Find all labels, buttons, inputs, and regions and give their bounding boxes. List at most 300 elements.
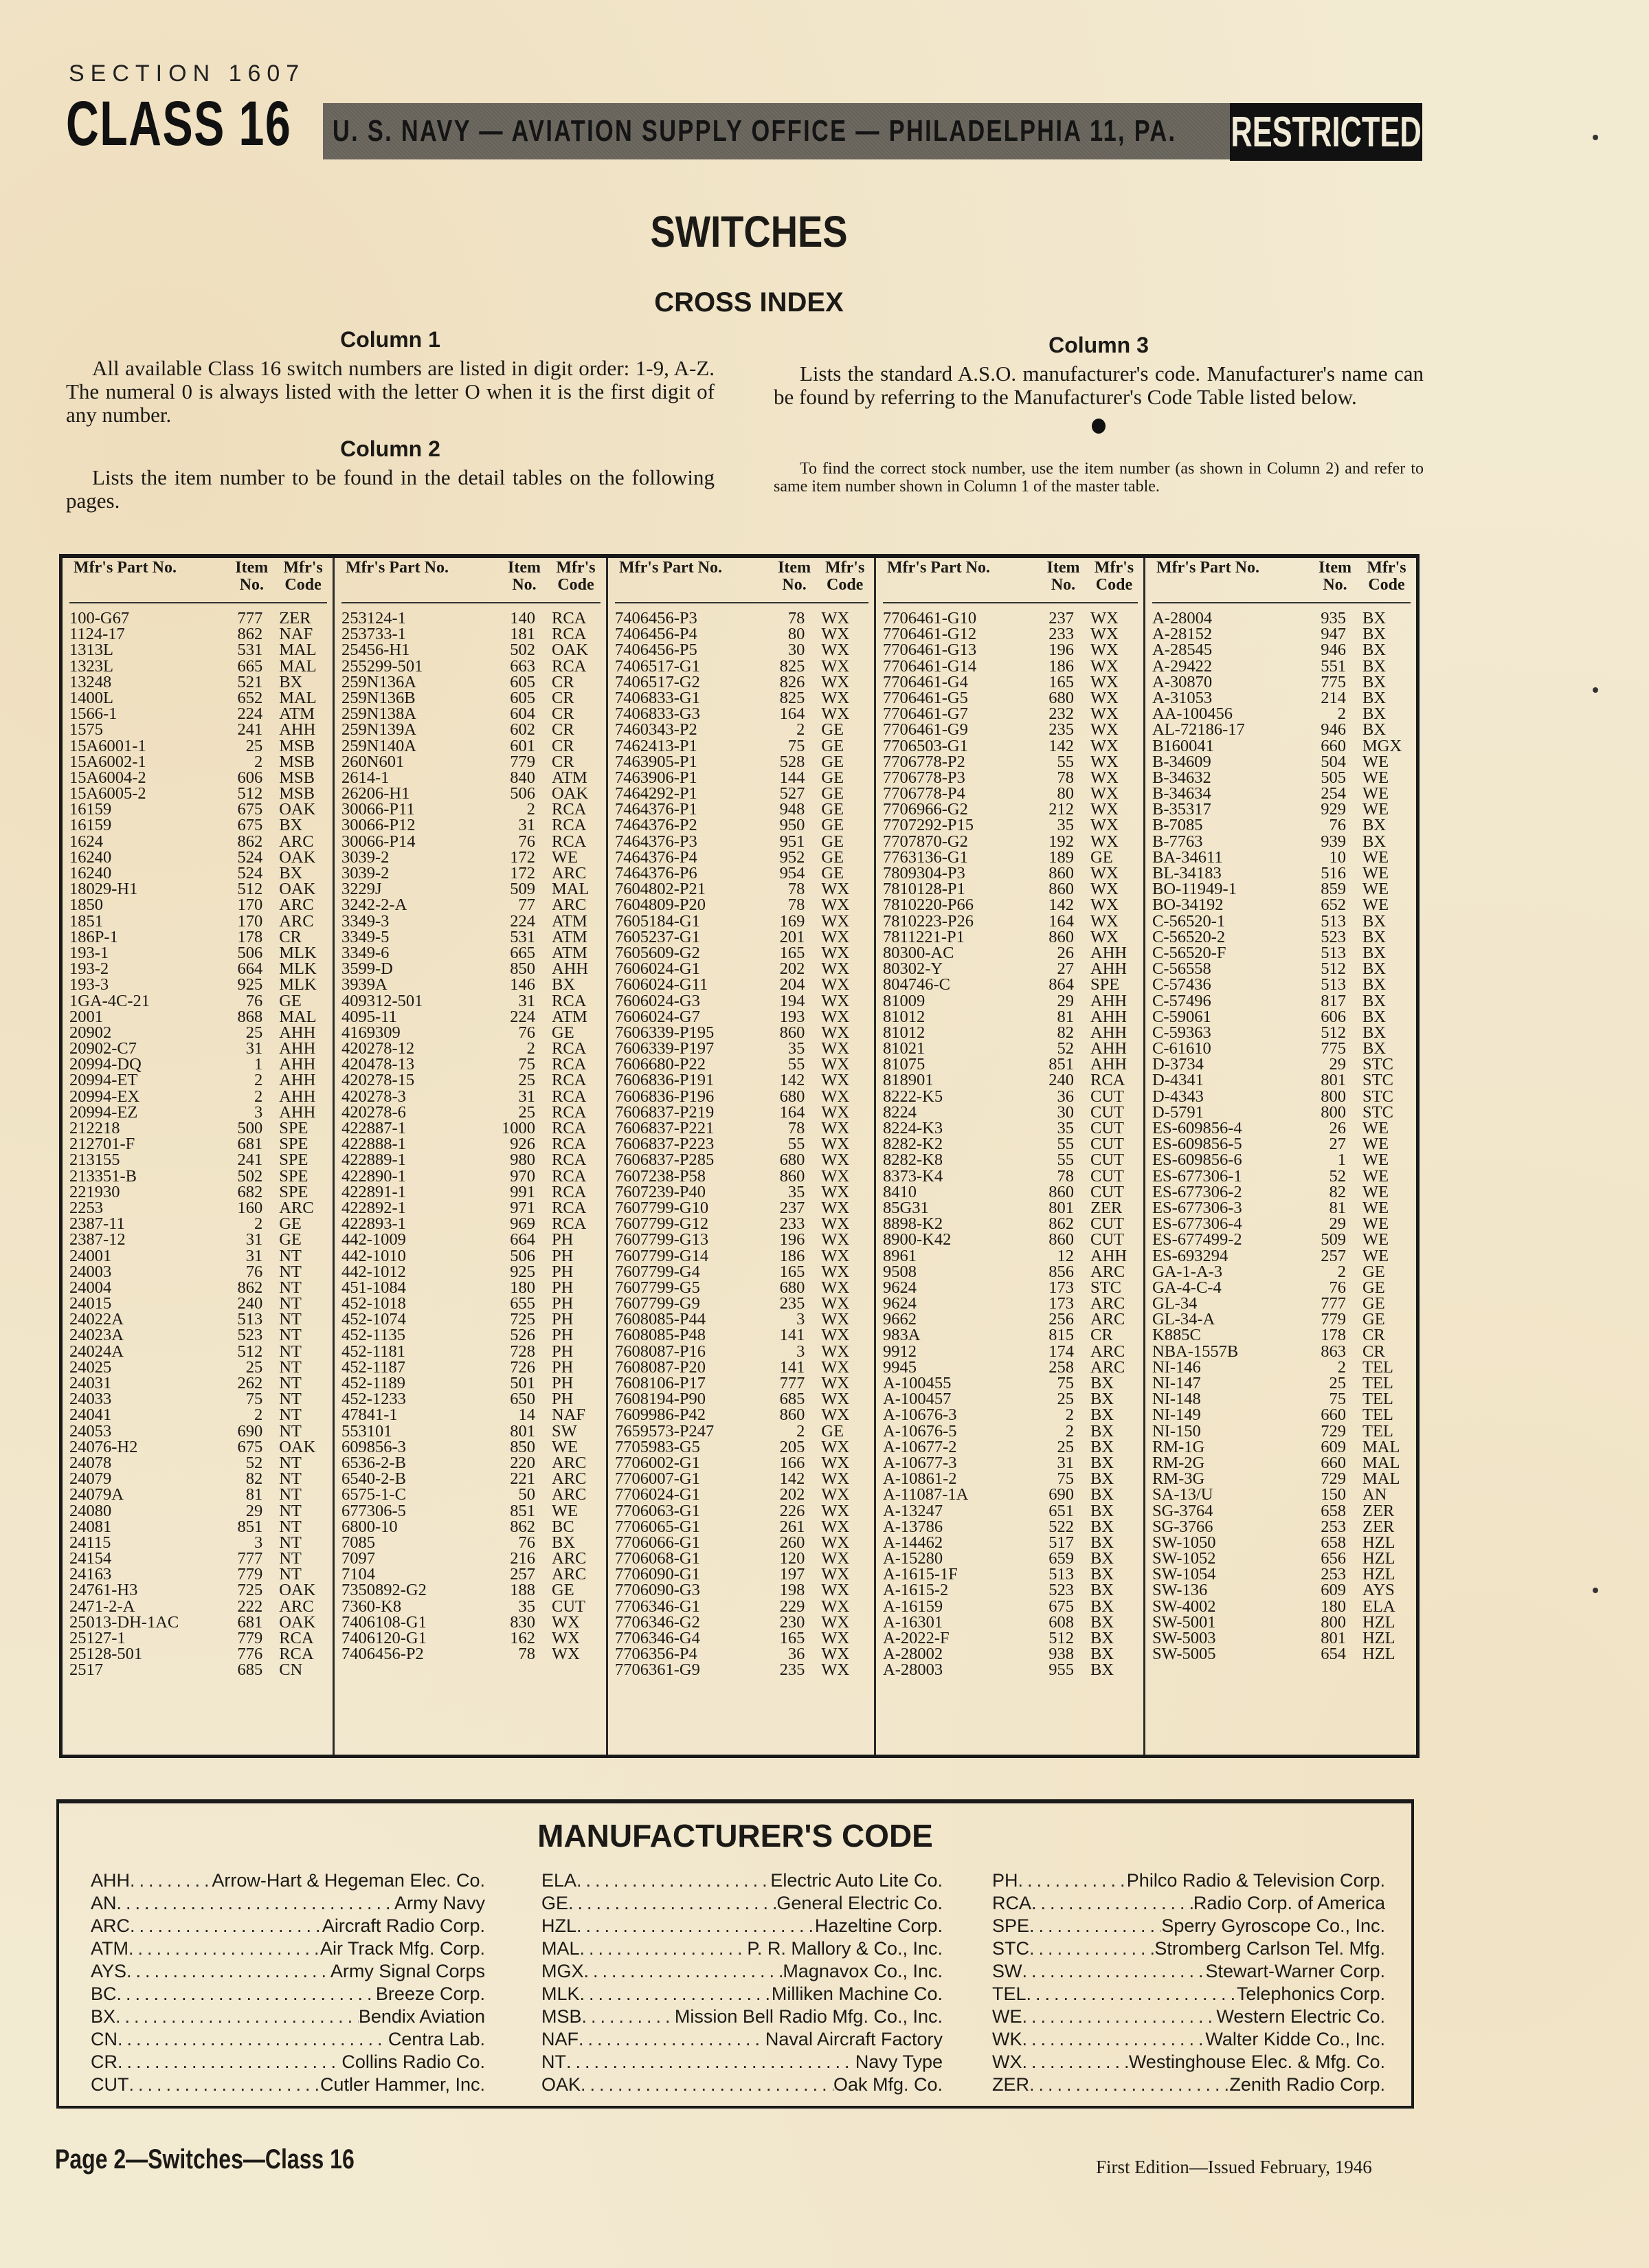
punch-mark-icon (1593, 1588, 1598, 1593)
table-row (615, 1120, 868, 1136)
mfr-code: WX (1090, 768, 1119, 787)
mfr-name: Stewart-Warner Corp. (1205, 1961, 1385, 1981)
item-number: 800 (1321, 1102, 1346, 1122)
table-row (615, 977, 868, 992)
part-number: 9624 (883, 1294, 917, 1313)
mfr-code: NT (279, 1374, 302, 1392)
mfr-code: BX (552, 1533, 576, 1552)
item-number: 262 (237, 1374, 263, 1392)
mfr-code: WX (821, 1326, 850, 1345)
mfr-code: AN (1362, 1485, 1387, 1504)
part-number: 16240 (69, 864, 112, 882)
part-number: 1313L (69, 641, 113, 660)
item-number: 150 (1321, 1485, 1346, 1504)
table-row (341, 626, 601, 642)
mfr-code: BX (1362, 656, 1387, 676)
item-number: 194 (779, 991, 805, 1010)
table-row (883, 929, 1138, 945)
mfr-code: BX (1362, 911, 1387, 931)
table-row (1152, 1120, 1411, 1136)
table-row (883, 1662, 1138, 1678)
table-row (615, 1487, 868, 1502)
mfr-code: WK (992, 2029, 1022, 2049)
table-row (615, 1232, 868, 1247)
part-number: 100-G67 (69, 609, 130, 627)
mfr-code: BX (1090, 1485, 1114, 1504)
mfr-code: RCA (552, 1071, 587, 1090)
table-row (341, 1104, 601, 1120)
mfr-code: CN (91, 2029, 117, 2049)
item-number: 862 (237, 832, 263, 851)
mfr-code: BX (1090, 1660, 1114, 1680)
part-number: 3349-6 (341, 943, 390, 962)
item-number: 948 (779, 800, 805, 819)
item-number: 680 (779, 1087, 805, 1106)
item-number: 606 (1321, 1007, 1346, 1026)
table-row (615, 993, 868, 1009)
table-row (883, 1423, 1138, 1439)
item-number: 224 (510, 1007, 535, 1026)
table-row (883, 1311, 1138, 1327)
part-number: 15A6005-2 (69, 784, 146, 803)
item-number: 164 (1048, 911, 1074, 931)
mfr-code: ARC (552, 1549, 587, 1568)
table-row (1152, 1566, 1411, 1582)
part-number: 1323L (69, 656, 113, 676)
mfr-code-entry (91, 2051, 485, 2074)
item-number: 512 (1048, 1629, 1074, 1647)
item-number: 14 (518, 1405, 535, 1425)
item-number: 142 (779, 1469, 805, 1489)
part-number: SA-13/U (1152, 1485, 1213, 1504)
table-row (69, 1550, 327, 1566)
item-number: 202 (779, 1485, 805, 1504)
item-number: 531 (237, 641, 263, 660)
item-number: 202 (779, 959, 805, 979)
column3-heading: Column 3 (1048, 333, 1149, 357)
mfr-code: WE (1362, 1198, 1389, 1217)
mfr-code: AHH (279, 1023, 316, 1042)
table-row (883, 1519, 1138, 1535)
mfr-name: Philco Radio & Television Corp. (1126, 1870, 1385, 1891)
part-number: 609856-3 (341, 1437, 406, 1456)
table-row (69, 1566, 327, 1582)
mfr-name: P. R. Mallory & Co., Inc. (747, 1938, 943, 1959)
mfr-code: GE (279, 1214, 302, 1234)
item-number: 260 (779, 1533, 805, 1552)
table-row (883, 1056, 1138, 1072)
part-number: 8900-K42 (883, 1230, 952, 1249)
part-number: 442-1009 (341, 1230, 406, 1249)
mfr-code: WX (821, 1262, 850, 1281)
mfr-code: WE (1362, 896, 1389, 915)
table-row (69, 626, 327, 642)
part-number: 16159 (69, 816, 112, 835)
table-row (69, 1646, 327, 1662)
mfr-code: GE (552, 1023, 574, 1042)
part-number: 7810223-P26 (883, 911, 974, 931)
mfr-code: GE (821, 800, 844, 819)
item-number: 162 (510, 1629, 535, 1647)
table-row (341, 1439, 601, 1455)
item-number: 801 (1321, 1071, 1346, 1090)
table-row (341, 1455, 601, 1471)
item-number: 664 (510, 1230, 535, 1249)
item-number: 25 (1057, 1390, 1074, 1409)
item-number: 80 (1057, 784, 1074, 803)
item-number: 825 (779, 688, 805, 707)
mfr-code: ARC (279, 1198, 314, 1217)
part-number: GL-34-A (1152, 1310, 1215, 1329)
table-row (69, 720, 327, 740)
table-row (1152, 1423, 1411, 1439)
item-number: 509 (510, 880, 535, 899)
mfr-code-entry (541, 1869, 943, 1892)
mfr-code: PH (552, 1246, 574, 1265)
mfr-code-entry (91, 2074, 485, 2096)
item-number: 29 (245, 1501, 263, 1520)
item-number: 862 (237, 625, 263, 644)
mfr-code: ATM (552, 1007, 587, 1026)
item-number: 654 (1321, 1645, 1346, 1664)
mfr-name: Naval Aircraft Factory (765, 2029, 943, 2049)
mfr-code: CUT (1090, 1166, 1124, 1186)
table-row (341, 1519, 601, 1535)
table-column-4 (876, 558, 1145, 1755)
item-number: 660 (1321, 736, 1346, 755)
item-number: 141 (779, 1326, 805, 1345)
part-number: 7406517-G1 (615, 656, 700, 676)
mfr-code-entry (992, 1892, 1385, 1915)
part-number: 260N601 (341, 752, 405, 771)
table-row (69, 1535, 327, 1550)
item-number: 81 (1057, 1007, 1074, 1026)
table-row (341, 658, 601, 674)
part-number: A-14462 (883, 1533, 943, 1552)
table-row (1152, 642, 1411, 658)
mfr-code: CR (552, 720, 574, 740)
mfr-code: BX (1362, 927, 1387, 946)
table-row (615, 817, 868, 833)
item-number: 78 (1057, 1166, 1074, 1186)
table-row (1152, 1503, 1411, 1519)
table-row (341, 770, 601, 786)
punch-mark-icon (1593, 687, 1598, 693)
mfr-code: ZER (1362, 1517, 1395, 1536)
mfr-code: WE (1362, 1230, 1389, 1249)
part-number: 24761-H3 (69, 1581, 138, 1600)
mfr-code: BX (1090, 1501, 1114, 1520)
part-number: 422887-1 (341, 1119, 406, 1137)
part-number: 24025 (69, 1357, 112, 1377)
part-number: NI-146 (1152, 1357, 1201, 1377)
mfr-name: Walter Kidde Co., Inc. (1205, 2029, 1385, 2049)
item-number: 608 (1048, 1612, 1074, 1632)
table-row (69, 1264, 327, 1280)
table-row (341, 1311, 601, 1327)
table-row (615, 1423, 868, 1439)
table-row (883, 690, 1138, 706)
mfr-code: CUT (1090, 1135, 1124, 1154)
edition-note: First Edition—Issued February, 1946 (1096, 2157, 1372, 2177)
part-number: 8898-K2 (883, 1214, 943, 1234)
mfr-code: STC (1362, 1071, 1393, 1090)
item-number: 969 (510, 1214, 535, 1234)
class-title: CLASS 16 (66, 89, 292, 159)
item-number: 850 (510, 959, 535, 979)
stock-number-note: To find the correct stock number, use the item number (as shown in Column 2) and refer to same item number shown in Column 1 of the master table. (774, 460, 1424, 496)
item-number: 233 (1048, 625, 1074, 644)
item-number: 2 (526, 800, 535, 819)
mfr-code: CUT (1090, 1087, 1124, 1106)
header-mfr-code: Mfr's Code (1094, 559, 1134, 594)
table-row (883, 642, 1138, 658)
mfr-code: WX (821, 656, 850, 676)
table-row (341, 929, 601, 945)
part-number: 6536-2-B (341, 1453, 406, 1472)
part-number: 422889-1 (341, 1150, 406, 1170)
mfr-code: BX (1090, 1629, 1114, 1647)
item-number: 75 (787, 736, 805, 755)
mfr-code: BX (1090, 1581, 1114, 1600)
table-row (69, 1200, 327, 1216)
table-row (69, 1471, 327, 1487)
part-number: B-7085 (1152, 816, 1203, 835)
part-number: 7607799-G13 (615, 1230, 709, 1249)
table-row (883, 754, 1138, 770)
mfr-name: Oak Mfg. Co. (833, 2074, 943, 2095)
item-number: 860 (779, 1023, 805, 1042)
part-number: SW-136 (1152, 1581, 1208, 1600)
part-number: 47841-1 (341, 1405, 398, 1425)
table-row (69, 1503, 327, 1519)
part-number: 2387-12 (69, 1230, 126, 1249)
mfr-code: NT (279, 1405, 302, 1425)
table-row (1152, 1582, 1411, 1598)
item-number: 52 (245, 1453, 263, 1472)
item-number: 682 (237, 1182, 263, 1201)
mfr-code: GE (1090, 847, 1113, 867)
item-number: 690 (1048, 1485, 1074, 1504)
mfr-code: AHH (279, 1087, 316, 1106)
table-row (1152, 1359, 1411, 1375)
table-row (341, 1296, 601, 1311)
mfr-code: TEL (1362, 1374, 1393, 1392)
table-row (69, 1391, 327, 1407)
item-number: 241 (237, 1150, 263, 1170)
item-number: 256 (1048, 1310, 1074, 1329)
part-number: BA-34611 (1152, 847, 1223, 867)
part-number: NI-149 (1152, 1405, 1201, 1425)
table-row (1152, 1200, 1411, 1216)
mfr-code: BX (1090, 1645, 1114, 1664)
mfr-code: WX (821, 991, 850, 1010)
part-number: RM-1G (1152, 1437, 1205, 1456)
mfr-code: SPE (279, 1150, 309, 1170)
part-number: 212701-F (69, 1135, 135, 1154)
part-number: 7705983-G5 (615, 1437, 700, 1456)
table-row (615, 1614, 868, 1630)
restricted-label: RESTRICTED (1231, 108, 1422, 156)
mfr-code-entry (91, 1937, 485, 1960)
item-number: 12 (1057, 1246, 1074, 1265)
mfr-code: WE (1362, 784, 1389, 803)
item-number: 950 (779, 816, 805, 835)
table-row (883, 1487, 1138, 1502)
item-number: 180 (1321, 1597, 1346, 1616)
item-number: 237 (1048, 609, 1074, 627)
part-number: 7763136-G1 (883, 847, 968, 867)
mfr-name: Breeze Corp. (375, 1983, 485, 2004)
part-number: 7406833-G1 (615, 688, 700, 707)
table-row (341, 1232, 601, 1247)
table-row (1152, 690, 1411, 706)
mfr-code: WX (821, 1119, 850, 1137)
item-number: 864 (1048, 975, 1074, 994)
part-number: B160041 (1152, 736, 1214, 755)
table-row (1152, 1041, 1411, 1056)
part-number: 7608194-P90 (615, 1390, 706, 1409)
part-number: GA-4-C-4 (1152, 1278, 1222, 1297)
table-row (69, 1072, 327, 1088)
part-number: 7706461-G14 (883, 656, 977, 676)
item-number: 220 (510, 1453, 535, 1472)
item-number: 36 (1057, 1087, 1074, 1106)
item-number: 214 (1321, 688, 1346, 707)
table-row (1152, 1168, 1411, 1184)
table-row (1152, 1072, 1411, 1088)
mfr-code: NT (279, 1469, 302, 1489)
table-row (883, 1248, 1138, 1264)
table-row (883, 1614, 1138, 1630)
part-number: 7706461-G9 (883, 720, 968, 740)
part-number: 452-1074 (341, 1310, 406, 1329)
item-number: 512 (237, 1342, 263, 1361)
mfr-code: BX (1362, 704, 1387, 724)
mfr-code: GE (552, 1581, 574, 1600)
table-row (883, 1646, 1138, 1662)
mfr-name: Army Navy (394, 1893, 485, 1913)
item-number: 801 (1048, 1198, 1074, 1217)
table-row (615, 1025, 868, 1041)
item-number: 658 (1321, 1501, 1346, 1520)
dot-leader (1029, 1915, 1161, 1937)
agency-banner-text: U. S. NAVY — AVIATION SUPPLY OFFICE — PHILADELPHIA 11, PA. (333, 114, 1177, 148)
item-number: 663 (510, 656, 535, 676)
part-number: A-1615-2 (883, 1581, 949, 1600)
table-row (341, 1200, 601, 1216)
table-row (69, 929, 327, 945)
mfr-code: CR (1362, 1342, 1385, 1361)
mfr-code: WX (821, 1645, 850, 1664)
mfr-code: WX (552, 1612, 580, 1632)
table-row (615, 1200, 868, 1216)
table-row (883, 1280, 1138, 1296)
item-number: 690 (237, 1421, 263, 1441)
mfr-name: Army Signal Corps (330, 1961, 485, 1981)
mfr-code: CUT (1090, 1119, 1124, 1137)
part-number: 6575-1-C (341, 1485, 406, 1504)
mfr-code: BX (279, 816, 303, 835)
part-number: ES-677499-2 (1152, 1230, 1242, 1249)
mfr-code: WX (821, 1405, 850, 1425)
mfr-code: WX (821, 1310, 850, 1329)
item-number: 241 (237, 720, 263, 740)
part-number: 25127-1 (69, 1629, 126, 1647)
mfr-name: Bendix Aviation (358, 2006, 485, 2027)
table-row (69, 658, 327, 674)
item-number: 254 (1321, 784, 1346, 803)
mfr-code: STC (1362, 1087, 1393, 1106)
part-number: 7706346-G1 (615, 1597, 700, 1616)
mfr-code: PH (552, 1230, 574, 1249)
dot-leader (1022, 2028, 1206, 2051)
mfr-code: MGX (541, 1961, 584, 1981)
item-number: 30 (787, 641, 805, 660)
table-row (69, 961, 327, 977)
mfr-code: BX (1090, 1405, 1114, 1425)
mfr-code: RCA (552, 816, 587, 835)
header-item-no: Item No. (508, 559, 541, 594)
mfr-code: CR (552, 688, 574, 707)
part-number: 420278-12 (341, 1039, 415, 1058)
dot-leader (128, 1937, 320, 1960)
table-row (883, 1168, 1138, 1184)
mfr-code-entry (992, 1960, 1385, 1983)
mfr-code: WX (821, 672, 850, 691)
page-subtitle: CROSS INDEX (654, 287, 844, 318)
item-number: 650 (510, 1390, 535, 1409)
mfr-code: WX (1090, 800, 1119, 819)
mfr-code: ARC (552, 1565, 587, 1584)
mfr-code: NT (279, 1533, 302, 1552)
part-number: 420278-6 (341, 1102, 406, 1122)
item-number: 165 (1048, 672, 1074, 691)
mfr-code: RCA (552, 1119, 587, 1137)
part-number: 24031 (69, 1374, 112, 1392)
item-number: 221 (510, 1469, 535, 1489)
mfr-code: TEL (992, 1983, 1027, 2004)
part-number: 24001 (69, 1246, 112, 1265)
table-row (1152, 1025, 1411, 1041)
table-header (341, 558, 601, 603)
part-number: 3939A (341, 975, 388, 994)
item-number: 512 (237, 784, 263, 803)
table-row (883, 1582, 1138, 1598)
mfr-code: OAK (279, 880, 316, 899)
item-number: 840 (510, 768, 535, 787)
mfr-code: PH (552, 1374, 574, 1392)
item-number: 229 (779, 1597, 805, 1616)
mfr-code: WE (1362, 1214, 1389, 1234)
intro-left (66, 327, 715, 513)
item-number: 35 (1057, 816, 1074, 835)
page-title: SWITCHES (650, 207, 848, 256)
part-number: 7085 (341, 1533, 375, 1552)
part-number: 24024A (69, 1342, 124, 1361)
item-number: 800 (1321, 1087, 1346, 1106)
part-number: B-7763 (1152, 832, 1203, 851)
mfr-code: MAL (1362, 1453, 1400, 1472)
mfr-code: WX (821, 1437, 850, 1456)
mfr-code: RCA (552, 800, 587, 819)
table-row (615, 1152, 868, 1168)
part-number: 81021 (883, 1039, 926, 1058)
table-row (883, 720, 1138, 740)
mfr-code: NT (279, 1485, 302, 1504)
table-row (615, 945, 868, 961)
item-number: 726 (510, 1357, 535, 1377)
